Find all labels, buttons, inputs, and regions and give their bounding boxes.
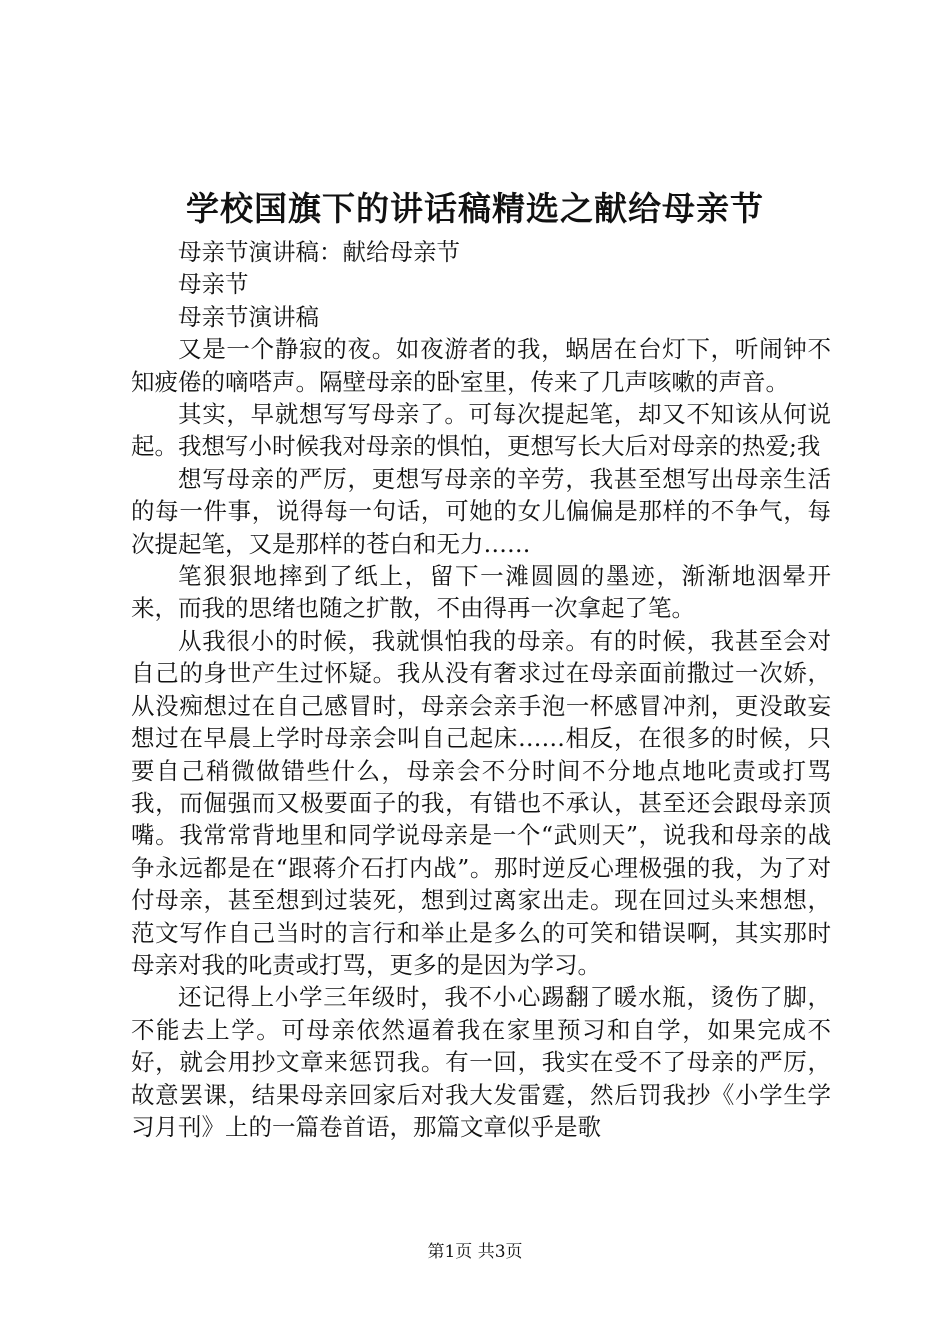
document-body	[131, 236, 831, 1143]
paragraph-7: 笔狠狠地摔到了纸上，留下一滩圆圆的墨迹，渐渐地洇晕开来，而我的思绪也随之扩散，不由得再一次拿起了笔。	[131, 562, 831, 623]
paragraph-4: 又是一个静寂的夜。如夜游者的我，蜗居在台灯下，听闹钟不知疲倦的嘀嗒声。隔壁母亲的卧室里，传来了几声咳嗽的声音。	[131, 335, 831, 396]
paragraph-1: 母亲节演讲稿：献给母亲节	[178, 238, 460, 266]
paragraph-8: 从我很小的时候，我就惧怕我的母亲。有的时候，我甚至会对自己的身世产生过怀疑。我从没有奢求过在母亲面前撒过一次娇，从没痴想过在自己感冒时，母亲会亲手泡一杯感冒冲剂，更没敢妄想过在早晨上学时母亲会叫自己起床……相反，在很多的时候，只要自己稍微做错些什么，母亲会不分时间不分地点地叱责或打骂我，而倔强而又极要面子的我，有错也不承认，甚至还会跟母亲顶嘴。我常常背地里和同学说母亲是一个“武则天”，说我和母亲的战争永远都是在“跟蒋介石打内战”。那时逆反心理极强的我，为了对付母亲，甚至想到过装死，想到过离家出走。现在回过头来想想，范文写作自己当时的言行和举止是多么的可笑和错误啊，其实那时母亲对我的叱责或打骂，更多的是因为学习。	[131, 626, 831, 979]
paragraph-9: 还记得上小学三年级时，我不小心踢翻了暖水瓶，烫伤了脚，不能去上学。可母亲依然逼着我在家里预习和自学，如果完成不好，就会用抄文章来惩罚我。有一回，我实在受不了母亲的严厉，故意罢课，结果母亲回家后对我大发雷霆，然后罚我抄《小学生学习月刊》上的一篇卷首语，那篇文章似乎是歌	[131, 983, 831, 1141]
paragraph-5: 其实，早就想写写母亲了。可每次提起笔，却又不知该从何说起。我想写小时候我对母亲的惧怕，更想写长大后对母亲的热爱;我	[131, 400, 831, 461]
paragraph-3: 母亲节演讲稿	[178, 302, 319, 331]
document-title: 学校国旗下的讲话稿精选之献给母亲节	[186, 189, 764, 228]
paragraph-6: 想写母亲的严厉，更想写母亲的辛劳，我甚至想写出母亲生活的每一件事，说得每一句话，可她的女儿偏偏是那样的不争气，每次提起笔，又是那样的苍白和无力……	[131, 464, 831, 558]
page-number-footer: 第1页 共3页	[427, 1242, 523, 1262]
paragraph-2: 母亲节	[178, 270, 249, 299]
